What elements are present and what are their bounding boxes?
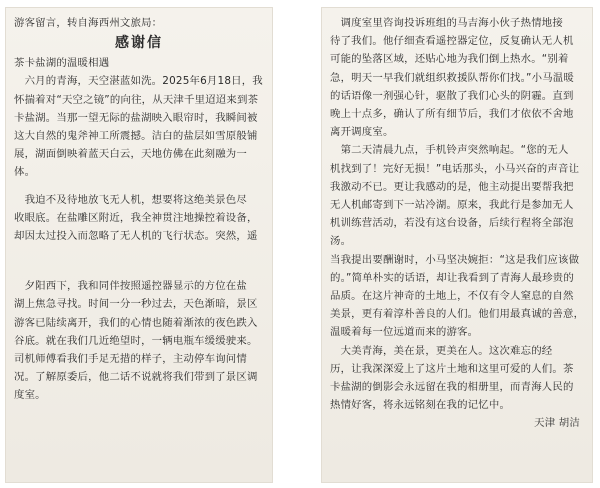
text-line: 况。了解原委后，他二话不说就将我们带到了景区调 [14,371,258,384]
text-line: 调度室里咨询投诉班组的马吉海小伙子热情地接 [330,17,563,29]
text-line: 谷底。就在我们几近绝望时，一辆电瓶车缓缓驶来。 [14,334,258,347]
text-line: 第二天清晨九点，手机铃声突然响起。“您的无人 [330,144,569,157]
text-line: 体。 [14,166,36,179]
text-line: 离开调度室。 [330,126,394,139]
text-line: 六月的青海，天空湛蓝如洗。2025年6月18日，我 [14,75,263,88]
text-line: 机训练营活动，若没有这台设备，后续行程将全部泡 [330,217,574,230]
text-line: 却因太过投入而忽略了无人机的飞行状态。突然，遥 [14,230,258,243]
text-line: 温暖着每一位远道而来的游客。 [330,326,479,339]
text-line: 历，让我深深爱上了这片土地和这里可爱的人们。茶 [330,362,574,375]
text-line: 怀揣着对“天空之镜”的向往，从天津千里迢迢来到茶 [14,93,259,106]
text-line: 美景，更有着淳朴善良的人们。他们用最真诚的善意， [330,308,585,321]
text-line: 热情好客，将永远铭刻在我的记忆中。 [330,399,511,412]
letter-title: 感谢信 [115,35,163,52]
text-line: 待了我们。他仔细查看遥控器定位，反复确认无人机 [330,35,574,48]
right-paragraph-4 [330,342,584,415]
left-paragraph-1 [14,54,264,181]
text-line: 夕阳西下，我和同伴按照遥控器显示的方位在盐 [14,280,247,293]
left-paragraph-2 [14,191,264,246]
text-line: 的话语像一剂强心针，驱散了我们心头的阴霾。直到 [330,89,574,102]
text-line: 机找到了！完好无损！”电话那头，小马兴奋的声音让 [330,162,580,175]
text-line: 卡盐湖。当那一望无际的盐湖映入眼帘时，我瞬间被 [14,111,258,124]
text-line: 茶卡盐湖的温暖相遇 [14,57,110,70]
text-line: 司机师傅看我们手足无措的样子，主动停车询问情 [14,353,247,366]
text-line: 这大自然的鬼斧神工所震撼。洁白的盐层如雪原般铺 [14,130,258,143]
text-line: 展，湖面倒映着蓝天白云，天地仿佛在此刻融为一 [14,148,247,161]
text-line: 品质。在这片神奇的土地上，不仅有令人窒息的自然 [330,290,574,303]
right-paragraph-2 [330,141,584,250]
text-line: 可能的坠落区域，还贴心地为我们倒上热水。“别着 [330,53,569,66]
right-paragraph-3 [330,251,584,342]
right-paragraph-1 [330,14,584,141]
letter-left-content [14,14,264,405]
letter-right-content [330,14,584,433]
signature: 天津 胡洁 [534,417,580,430]
text-line: 游客已陆续离开，我们的心情也随着渐浓的夜色跌入 [14,316,258,329]
letter-page-right [322,8,592,482]
text-line: 大美青海，美在景，更美在人。这次难忘的经 [330,344,553,357]
letter-page-left [6,8,272,482]
text-line: 卡盐湖的倒影会永远留在我的相册里，而青海人民的 [330,381,574,394]
text-line: 我激动不已。更让我感动的是，他主动提出要帮我把 [330,180,574,193]
text-line: 收眼底。在盐雕区附近，我全神贯注地操控着设备， [14,211,258,224]
text-line: 我迫不及待地放飞无人机，想要将这绝美景色尽 [14,193,247,206]
text-line: 的。”简单朴实的话语，却让我看到了青海人最珍贵的 [330,271,574,284]
text-line: 汤。 [330,235,352,248]
greeting-line: 游客留言，转自海西州文旅局： [14,17,163,29]
text-line: 度室。 [14,389,46,402]
text-line: 晚上十点多，确认了所有细节后，我们才依依不舍地 [330,108,574,121]
text-line: 无人机邮寄到下一站冷湖。原来，我此行是参加无人 [330,199,574,212]
left-paragraph-3 [14,277,264,404]
text-line: 急，明天一早我们就组织救援队帮你们找。”小马温暖 [330,71,574,84]
text-line: 当我提出要酬谢时，小马坚决婉拒：“这是我们应该做 [330,253,580,266]
text-line: 湖上焦急寻找。时间一分一秒过去，天色渐暗，景区 [14,298,258,311]
